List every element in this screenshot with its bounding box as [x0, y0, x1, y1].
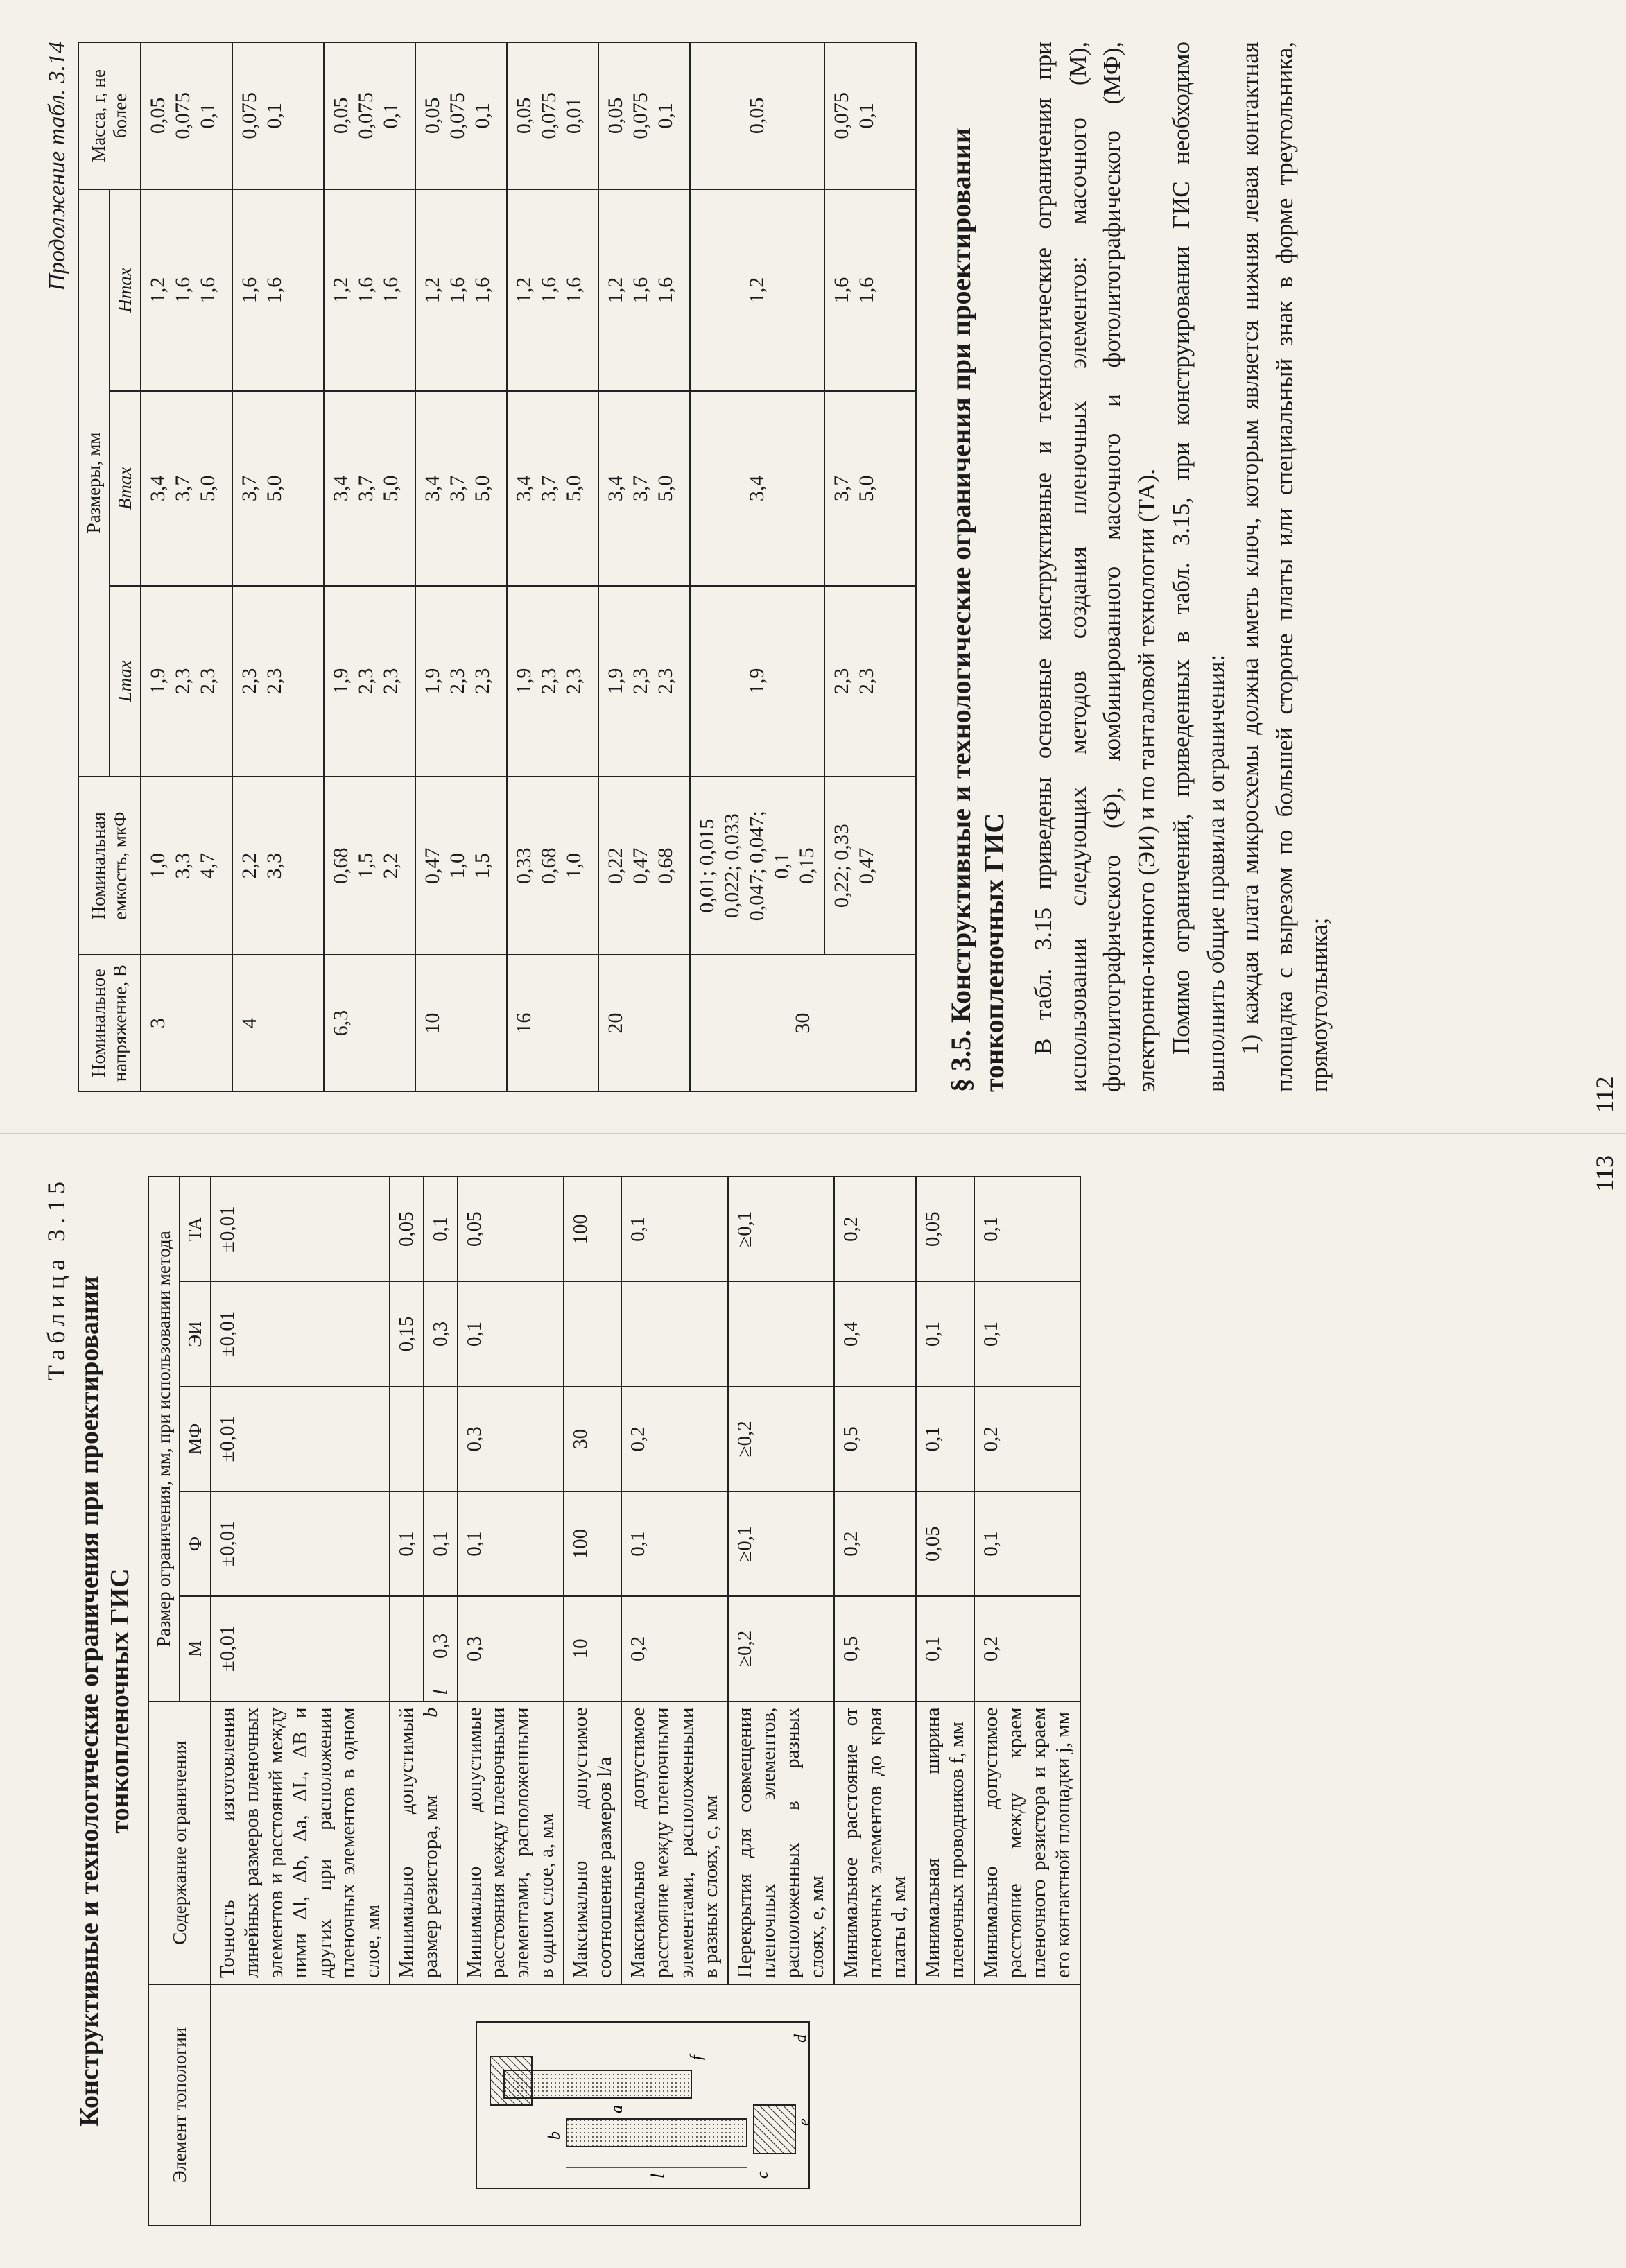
value-m: 0,1	[916, 1596, 974, 1701]
contact-pad	[490, 2057, 532, 2105]
sub-label-b: b	[419, 1707, 442, 1718]
value-mf: 0,1	[916, 1387, 974, 1491]
cell-capacitance: 0,01; 0,015 0,022; 0,033 0,047; 0,047; 0,1 0,15	[690, 777, 824, 955]
col-content: Содержание ограничения	[148, 1702, 211, 1985]
cell-lmax: 1,9 2,3 2,3	[141, 586, 232, 777]
table-row	[507, 42, 598, 1091]
cell-lmax: 1,9	[690, 586, 824, 777]
cell-bmax: 3,4 3,7 5,0	[324, 391, 415, 586]
col-lmax: Lmax	[110, 586, 141, 777]
page-113-rotated-content	[0, 1134, 1626, 2268]
cell-lmax: 1,9 2,3 2,3	[415, 586, 507, 777]
dim-label-d: d	[791, 2034, 810, 2043]
continuation-caption: Продолжение табл. 3.14	[44, 42, 70, 291]
table-row	[211, 1177, 390, 2226]
constraint-text: Минимальное расстояние от пленочных элементов до края платы d, мм	[834, 1702, 916, 1985]
col-capacitance: Номинальная емкость, мкФ	[78, 777, 141, 955]
value-f: 0,1	[390, 1491, 424, 1596]
cell-hmax: 1,2 1,6 1,6	[415, 189, 507, 391]
col-m: М	[180, 1596, 211, 1701]
cell-hmax: 1,6 1,6	[824, 189, 916, 391]
col-mass: Масса, г, не более	[78, 42, 141, 189]
cell-voltage: 6,3	[324, 955, 415, 1091]
col-bmax: Bmax	[110, 391, 141, 586]
constraint-text	[390, 1702, 458, 1985]
dim-label-b: b	[545, 2131, 564, 2140]
value-ta: 100	[564, 1177, 622, 1281]
value-mf: 30	[564, 1387, 622, 1491]
cell-hmax: 1,2 1,6 1,6	[141, 189, 232, 391]
cell-mass: 0,05 0,075 0,1	[415, 42, 507, 189]
value-ei: 0,1	[974, 1281, 1080, 1386]
value-f: ≥0,1	[728, 1491, 834, 1596]
value-m: 0,2	[621, 1596, 727, 1701]
cell-lmax: 2,3 2,3	[232, 586, 324, 777]
value-m: 0,3	[458, 1596, 564, 1701]
cell-lmax: 2,3 2,3	[824, 586, 916, 777]
col-f: Ф	[180, 1491, 211, 1596]
col-voltage: Номинальное напряжение, В	[78, 955, 141, 1091]
value-mf: 0,5	[834, 1387, 916, 1491]
value-ta: 0,1	[424, 1177, 458, 1281]
page-number: 112	[1591, 1076, 1618, 1113]
value-mf: 0,2	[621, 1387, 727, 1491]
cell-capacitance: 2,2 3,3	[232, 777, 324, 955]
cell-lmax: 1,9 2,3 2,3	[507, 586, 598, 777]
cell-bmax: 3,4 3,7 5,0	[141, 391, 232, 586]
constraint-text: Минимальная ширина пленочных проводников f, мм	[916, 1702, 974, 1985]
table-row	[324, 42, 415, 1091]
table-row	[598, 42, 690, 1091]
cell-mass: 0,05 0,075 0,1	[324, 42, 415, 189]
cell-mass: 0,05 0,075 0,1	[598, 42, 690, 189]
table-row	[232, 42, 324, 1091]
dim-label-e: e	[795, 2118, 813, 2127]
value-mf	[390, 1387, 424, 1491]
value-f: 0,1	[458, 1491, 564, 1596]
cell-hmax: 1,2 1,6 1,6	[324, 189, 415, 391]
value-f: 0,1	[974, 1491, 1080, 1596]
cell-mass: 0,075 0,1	[232, 42, 324, 189]
constraint-text: Точность изготовления линейных размеров пленочных элементов и расстояний между ними Δl, Δb, Δa, ΔL, ΔB и других при расположении пленочных элементов в одном слое, мм	[211, 1702, 390, 1985]
value-m: 0,2	[974, 1596, 1080, 1701]
cell-voltage: 20	[598, 955, 690, 1091]
cell-hmax: 1,2	[690, 189, 824, 391]
constraint-text: Минимально допустимое расстояние между краем пленочного резистора и краем его контактной площадки j, мм	[974, 1702, 1080, 1985]
value-f: 100	[564, 1491, 622, 1596]
value-f: ±0,01	[211, 1491, 390, 1596]
cell-capacitance: 0,33 0,68 1,0	[507, 777, 598, 955]
value-mf	[424, 1387, 458, 1491]
cell-capacitance: 0,68 1,5 2,2	[324, 777, 415, 955]
value-ta: 0,1	[621, 1177, 727, 1281]
dim-label-l: l	[647, 2173, 668, 2179]
value-ei: ±0,01	[211, 1281, 390, 1386]
table-row	[824, 42, 916, 1091]
contact-pad-2	[754, 2105, 795, 2154]
col-ei: ЭИ	[180, 1281, 211, 1386]
value-ta: ≥0,1	[728, 1177, 834, 1281]
value-ei	[564, 1281, 622, 1386]
cell-capacitance: 0,47 1,0 1,5	[415, 777, 507, 955]
constraint-text: Минимально допустимые расстояния между пленочными элементами, расположенными в одном слое, a, мм	[458, 1702, 564, 1985]
cell-lmax: 1,9 2,3 2,3	[324, 586, 415, 777]
sub-label-l: l	[429, 1689, 451, 1695]
col-mf: МФ	[180, 1387, 211, 1491]
constraint-text: Максимально допустимое соотношение размеров l/a	[564, 1702, 622, 1985]
value-ei: 0,1	[916, 1281, 974, 1386]
table-row	[690, 42, 824, 1091]
col-element: Элемент топологии	[148, 1984, 211, 2226]
value-ei: 0,1	[458, 1281, 564, 1386]
value-ei: 0,3	[424, 1281, 458, 1386]
value-m: ±0,01	[211, 1596, 390, 1701]
constraint-text-main: Минимально допустимый размер резистора, мм	[395, 1707, 442, 1979]
topology-figure-cell	[211, 1984, 1080, 2226]
value-m: ≥0,2	[728, 1596, 834, 1701]
constraint-text: Максимально допустимое расстояние между пленочными элементами, расположенными в разных слоях, c, мм	[621, 1702, 727, 1985]
cell-bmax: 3,7 5,0	[232, 391, 324, 586]
col-size-group: Размер ограничения, мм, при использовании метода	[148, 1177, 180, 1702]
value-mf: ±0,01	[211, 1387, 390, 1491]
resistor-film	[566, 2119, 747, 2147]
value-ei: 0,15	[390, 1281, 424, 1386]
page-number: 113	[1591, 1155, 1618, 1192]
value-ei	[621, 1281, 727, 1386]
value-ta: ±0,01	[211, 1177, 390, 1281]
dim-label-c: c	[753, 2171, 772, 2179]
cell-hmax: 1,2 1,6 1,6	[507, 189, 598, 391]
table-row	[141, 42, 232, 1091]
paragraph: 1) каждая плата микросхемы должна иметь ключ, которым является нижняя левая контактная площадка с вырезом по большей стороне платы или специальный знак в форме треугольника, прямоугольника;	[1236, 42, 1333, 1092]
value-m-l: 0,3	[429, 1633, 451, 1659]
cell-mass: 0,05	[690, 42, 824, 189]
cell-mass: 0,05 0,075 0,1	[141, 42, 232, 189]
section-title: § 3.5. Конструктивные и технологические ограничения при проектировании тонкопленочных ГИС	[945, 128, 1010, 1092]
cell-voltage: 16	[507, 955, 598, 1091]
table-label: Таблица 3.15	[42, 1176, 70, 1380]
value-ei: 0,4	[834, 1281, 916, 1386]
value-mf: 0,2	[974, 1387, 1080, 1491]
value-m	[390, 1596, 424, 1701]
cell-capacitance: 0,22; 0,33 0,47	[824, 777, 916, 955]
value-f: 0,1	[424, 1491, 458, 1596]
cell-bmax: 3,4 3,7 5,0	[598, 391, 690, 586]
value-ei	[728, 1281, 834, 1386]
constraint-text: Перекрытия для совмещения пленочных элементов, расположенных в разных слоях, e, мм	[728, 1702, 834, 1985]
value-ta: 0,05	[390, 1177, 424, 1281]
cell-capacitance: 1,0 3,3 4,7	[141, 777, 232, 955]
cell-lmax: 1,9 2,3 2,3	[598, 586, 690, 777]
cell-voltage: 3	[141, 955, 232, 1091]
value-ta: 0,05	[458, 1177, 564, 1281]
cell-bmax: 3,7 5,0	[824, 391, 916, 586]
page-113	[0, 1134, 1626, 2268]
table-title: Конструктивные и технологические ограничения при проектировании тонкопленочных ГИС	[75, 1276, 135, 2127]
value-ta: 0,2	[834, 1177, 916, 1281]
paragraph: Помимо ограничений, приведенных в табл. 3.15, при конструировании ГИС необходимо выполнить общие правила и ограничения:	[1167, 42, 1229, 1092]
value-mf: 0,3	[458, 1387, 564, 1491]
value-f: 0,05	[916, 1491, 974, 1596]
cell-bmax: 3,4	[690, 391, 824, 586]
table-3-14	[78, 42, 917, 1092]
cell-voltage: 10	[415, 955, 507, 1091]
value-mf: ≥0,2	[728, 1387, 834, 1491]
value-m: 0,5	[834, 1596, 916, 1701]
value-ta: 0,1	[974, 1177, 1080, 1281]
value-m	[424, 1596, 458, 1701]
cell-mass: 0,075 0,1	[824, 42, 916, 189]
col-ta: ТА	[180, 1177, 211, 1281]
value-m: 10	[564, 1596, 622, 1701]
table-3-15	[148, 1176, 1081, 2226]
cell-mass: 0,05 0,075 0,01	[507, 42, 598, 189]
paragraph: В табл. 3.15 приведены основные конструктивные и технологические ограничения при использовании следующих методов создания пленочных элементов: масочного (М), фотолитографического (Ф), комбинированного масочного и фотолитографического (МФ), электронно-ионного (ЭИ) и по танталовой технологии (ТА).	[1030, 42, 1161, 1092]
value-f: 0,2	[834, 1491, 916, 1596]
table-row	[415, 42, 507, 1091]
col-dims-group: Размеры, мм	[78, 189, 110, 777]
value-ta: 0,05	[916, 1177, 974, 1281]
value-f: 0,1	[621, 1491, 727, 1596]
cell-capacitance: 0,22 0,47 0,68	[598, 777, 690, 955]
topology-diagram	[462, 2001, 823, 2209]
cell-hmax: 1,2 1,6 1,6	[598, 189, 690, 391]
dim-label-f: f	[687, 2055, 706, 2061]
dim-label-a: a	[607, 2105, 626, 2114]
cell-bmax: 3,4 3,7 5,0	[507, 391, 598, 586]
cell-voltage: 4	[232, 955, 324, 1091]
cell-voltage: 30	[690, 955, 916, 1091]
cell-hmax: 1,6 1,6	[232, 189, 324, 391]
cell-bmax: 3,4 3,7 5,0	[415, 391, 507, 586]
col-hmax: Hmax	[110, 189, 141, 391]
